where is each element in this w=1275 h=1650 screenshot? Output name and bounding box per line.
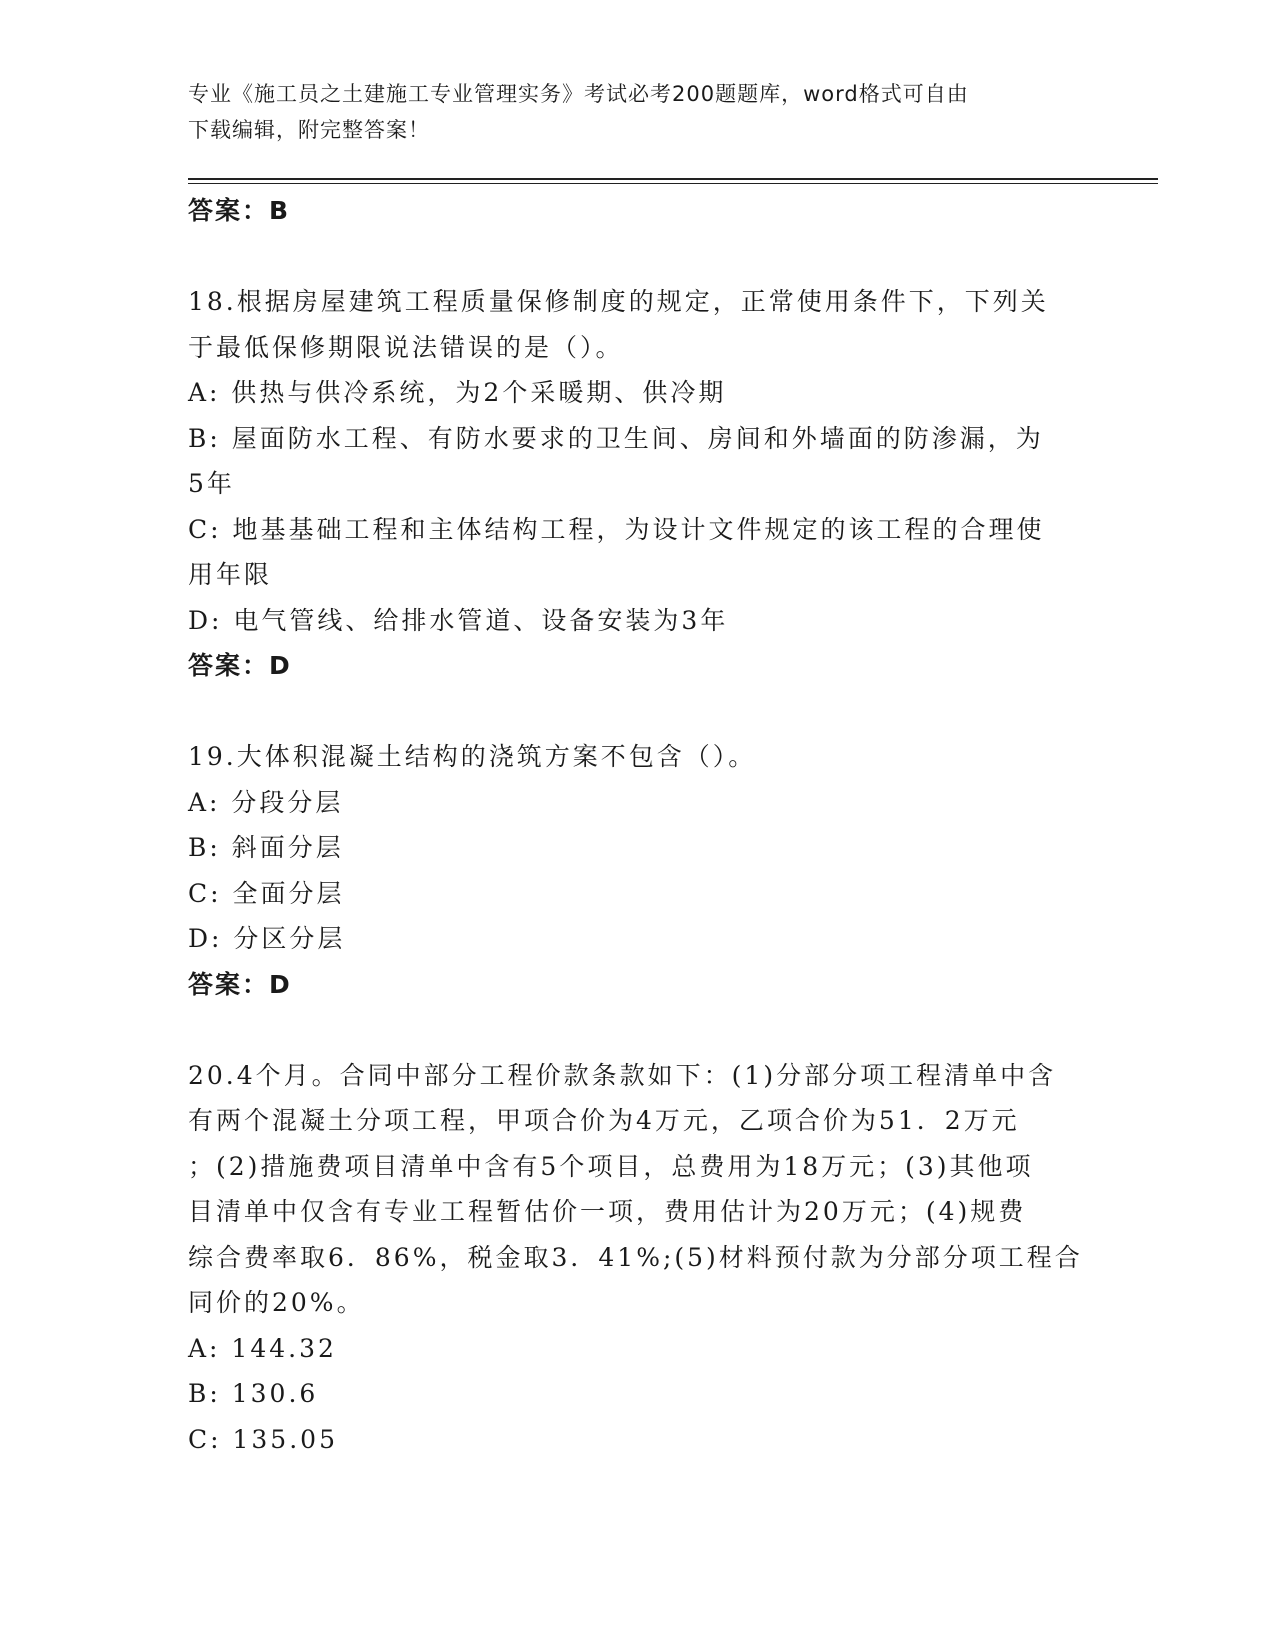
option-c: C: 地基基础工程和主体结构工程，为设计文件规定的该工程的合理使 [188,514,1045,544]
option-b-continued: 5年 [188,469,235,498]
question-text: 综合费率取6．86%，税金取3．41%;(5)材料预付款为分部分项工程合 [188,1242,1083,1272]
spacer [188,234,1088,280]
option-d: D: 分区分层 [188,924,346,953]
option-a: A: 144.32 [188,1333,337,1363]
question-block [188,279,1088,689]
option-d: D: 电气管线、给排水管道、设备安装为3年 [188,605,729,635]
answer-line: 答案：D [188,969,292,999]
spacer [188,689,1088,735]
spacer [188,1007,1088,1053]
option-b: B: 斜面分层 [188,833,344,862]
question-text: 18.根据房屋建筑工程质量保修制度的规定，正常使用条件下，下列关 [188,287,1049,316]
document-header [188,76,1068,148]
question-text: 目清单中仅含有专业工程暂估价一项，费用估计为20万元；(4)规费 [188,1197,1027,1226]
header-rule-thick [188,178,1158,180]
question-text: 有两个混凝土分项工程，甲项合价为4万元，乙项合价为51．2万元 [188,1106,1020,1135]
question-text: 20.4个月。合同中部分工程价款条款如下：(1)分部分项工程清单中含 [188,1060,1057,1090]
header-line-2: 下载编辑，附完整答案！ [188,118,430,142]
answer-line: 答案：D [188,651,292,680]
option-a: A: 供热与供冷系统，为2个采暖期、供冷期 [188,378,727,407]
header-line-1: 专业《施工员之土建施工专业管理实务》考试必考200题题库，word格式可自由 [188,82,969,106]
question-block [188,734,1088,1007]
question-text: 19.大体积混凝土结构的浇筑方案不包含（）。 [188,742,757,771]
header-rule-thin [188,183,1158,184]
question-block [188,1053,1088,1463]
question-text: 于最低保修期限说法错误的是（）。 [188,332,624,362]
option-b: B: 屋面防水工程、有防水要求的卫生间、房间和外墙面的防渗漏，为 [188,423,1044,453]
question-text: ；(2)措施费项目清单中含有5个项目，总费用为18万元；(3)其他项 [188,1151,1034,1181]
option-c: C: 全面分层 [188,878,345,908]
option-b: B: 130.6 [188,1379,319,1408]
option-c-continued: 用年限 [188,560,273,589]
option-a: A: 分段分层 [188,787,344,817]
question-text: 同价的20%。 [188,1288,365,1317]
option-c: C: 135.05 [188,1424,338,1454]
document-body [188,188,1088,1462]
answer-line: 答案：B [188,196,291,225]
